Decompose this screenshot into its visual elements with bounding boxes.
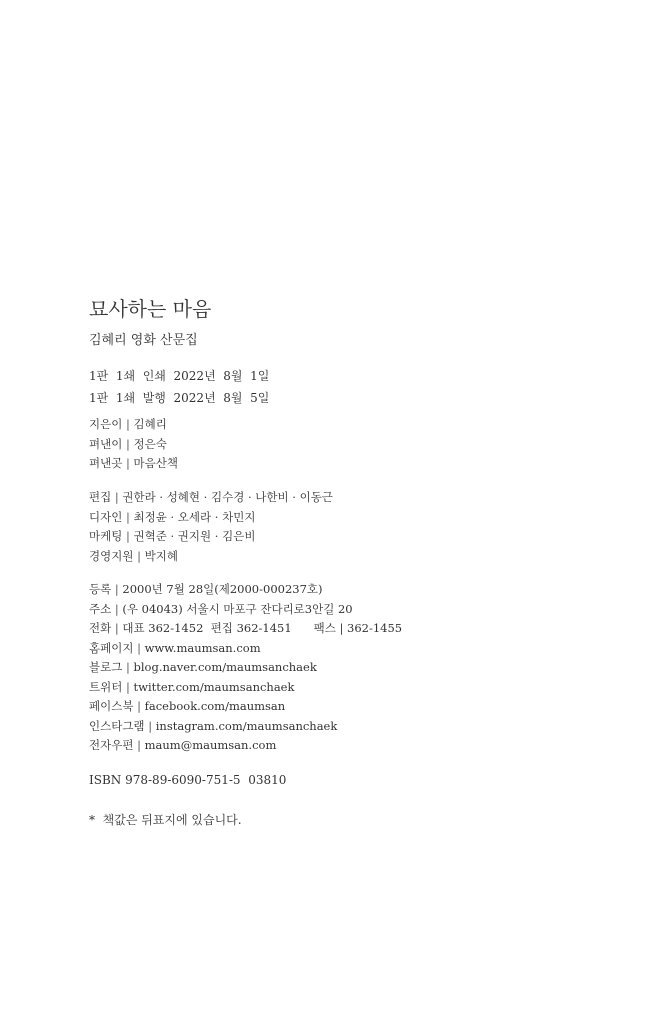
contact-address: 주소 | (우 04043) 서울시 마포구 잔다리로3안길 20 [89,601,353,616]
credit-management: 경영지원 | 박지혜 [89,548,178,563]
credit-marketing: 마케팅 | 권혁준 · 권지원 · 김은비 [89,529,256,543]
credit-publishing-house: 펴낸곳 | 마음산책 [89,456,178,470]
edition-info [89,366,269,409]
contact-twitter: 트위터 | twitter.com/maumsanchaek [89,679,295,694]
edition-print-line: 1판 1쇄 인쇄 2022년 8월 1일 [89,369,270,383]
contact-instagram: 인스타그램 | instagram.com/maumsanchaek [89,718,338,733]
contact-phone: 전화 | 대표 362-1452 편집 362-1451 팩스 | 362-1455 [89,621,403,635]
book-title: 묘사하는 마음 [89,297,212,321]
contact-facebook: 페이스북 | facebook.com/maumsan [89,699,286,713]
credit-editing: 편집 | 권한라 · 성혜현 · 김수경 · 나한비 · 이동근 [89,490,333,504]
contact-registration: 등록 | 2000년 7월 28일(제2000-000237호) [89,582,323,596]
credit-publisher: 펴낸이 | 정은숙 [89,436,167,451]
contact-email: 전자우편 | maum@maumsan.com [89,738,277,752]
staff-credits [89,488,333,566]
credit-design: 디자인 | 최정윤 · 오세라 · 차민지 [89,509,256,524]
credit-author: 지은이 | 김혜리 [89,417,167,431]
contact-blog: 블로그 | blog.naver.com/maumsanchaek [89,660,317,674]
publisher-credits [89,415,178,474]
edition-publish-line: 1판 1쇄 발행 2022년 8월 5일 [89,390,270,405]
price-note: * 책값은 뒤표지에 있습니다. [89,813,242,827]
isbn: ISBN 978-89-6090-751-5 03810 [89,773,287,787]
contact-homepage: 홈페이지 | www.maumsan.com [89,640,261,655]
book-subtitle: 김혜리 영화 산문집 [89,333,198,348]
contact-info [89,580,402,756]
